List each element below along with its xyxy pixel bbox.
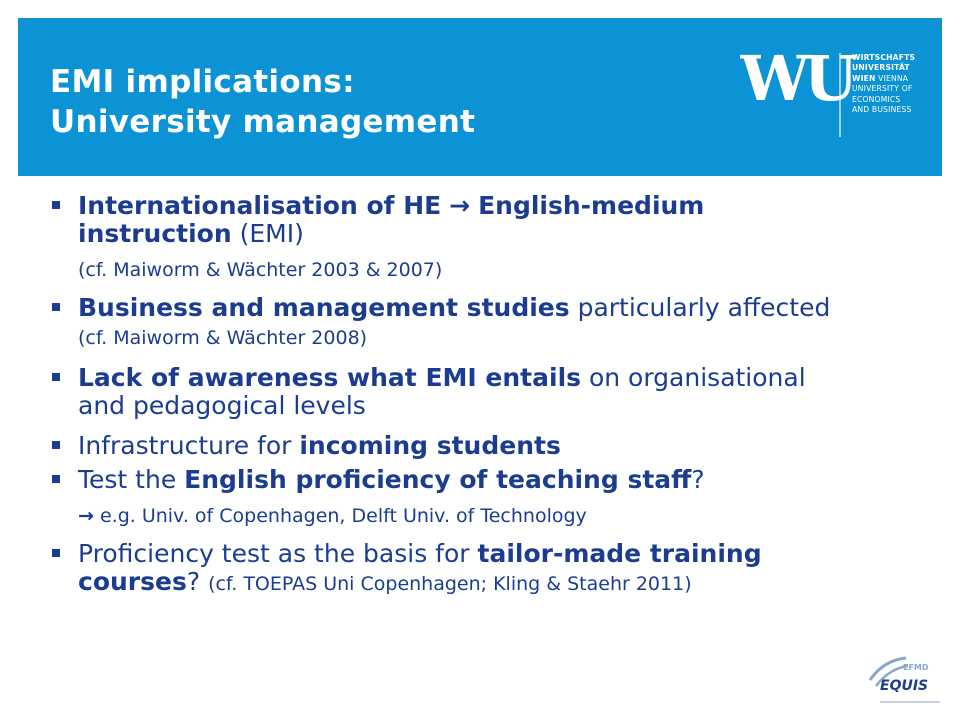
- efmd-label: EFMD: [903, 663, 929, 672]
- example-line: [78, 504, 832, 528]
- wu-logo-mark: WU: [740, 45, 852, 115]
- wu-logo-text: [852, 53, 915, 115]
- bullet-text: Test the: [78, 465, 185, 494]
- bullet-lack-of-awareness: [52, 364, 832, 420]
- bullet-marker: [52, 475, 60, 483]
- bullet-bold: English proficiency of teaching staff: [184, 465, 692, 494]
- bullet-marker: [52, 373, 60, 381]
- bullet-list: [52, 192, 832, 610]
- slide-title: [50, 62, 475, 142]
- bullet-text: ?: [691, 465, 705, 494]
- bullet-bold: English-medium instruction: [78, 191, 705, 248]
- bullet-text: on organisational and pedagogical levels: [78, 363, 806, 420]
- bullet-bold: tailor-made training courses: [78, 539, 762, 596]
- wu-logo-line: UNIVERSITÄT: [852, 63, 910, 73]
- bullet-bold: incoming students: [299, 431, 561, 460]
- bullet-text: Proficiency test as the basis for: [78, 539, 478, 568]
- bullet-text: Infrastructure for: [78, 431, 300, 460]
- example-text: e.g. Univ. of Copenhagen, Delft Univ. of Technology: [93, 505, 587, 527]
- arrow-icon: →: [78, 505, 94, 527]
- bullet-text: (EMI): [231, 219, 304, 248]
- wu-logo-line: VIENNA: [878, 73, 909, 83]
- bullet-proficiency-test: [52, 540, 832, 598]
- bullet-text: ?: [186, 567, 201, 596]
- citation: (cf. Maiworm & Wächter 2008): [78, 327, 368, 349]
- bullet-bold: Internationalisation of HE: [78, 191, 442, 220]
- bullet-text: particularly affected: [569, 293, 831, 322]
- bullet-marker: [52, 549, 60, 557]
- slide-title-line1: EMI implications:: [50, 64, 355, 100]
- slide-title-line2: University management: [50, 104, 476, 140]
- bullet-internationalisation: [52, 192, 832, 282]
- bullet-marker: [52, 441, 60, 449]
- wu-logo-line: WIEN: [852, 73, 876, 83]
- citation: (cf. Maiworm & Wächter 2003 & 2007): [78, 259, 443, 281]
- wu-logo-line: ECONOMICS: [852, 94, 901, 104]
- equis-label: EQUIS: [880, 678, 929, 694]
- bullet-marker: [52, 201, 60, 209]
- bullet-marker: [52, 303, 60, 311]
- wu-logo-line: AND BUSINESS: [852, 105, 912, 115]
- bullet-business-studies: [52, 294, 832, 352]
- bullet-bold: Lack of awareness what EMI entails: [78, 363, 582, 392]
- bullet-bold: Business and management studies: [78, 293, 570, 322]
- wu-logo-line: UNIVERSITY OF: [852, 84, 913, 94]
- bullet-test-proficiency: [52, 466, 832, 528]
- wu-logo-line: WIRTSCHAFTS: [852, 53, 916, 62]
- bullet-infrastructure: [52, 432, 832, 460]
- arrow-icon: →: [449, 191, 471, 220]
- citation: (cf. TOEPAS Uni Copenhagen; Kling & Staehr 2011): [208, 573, 692, 595]
